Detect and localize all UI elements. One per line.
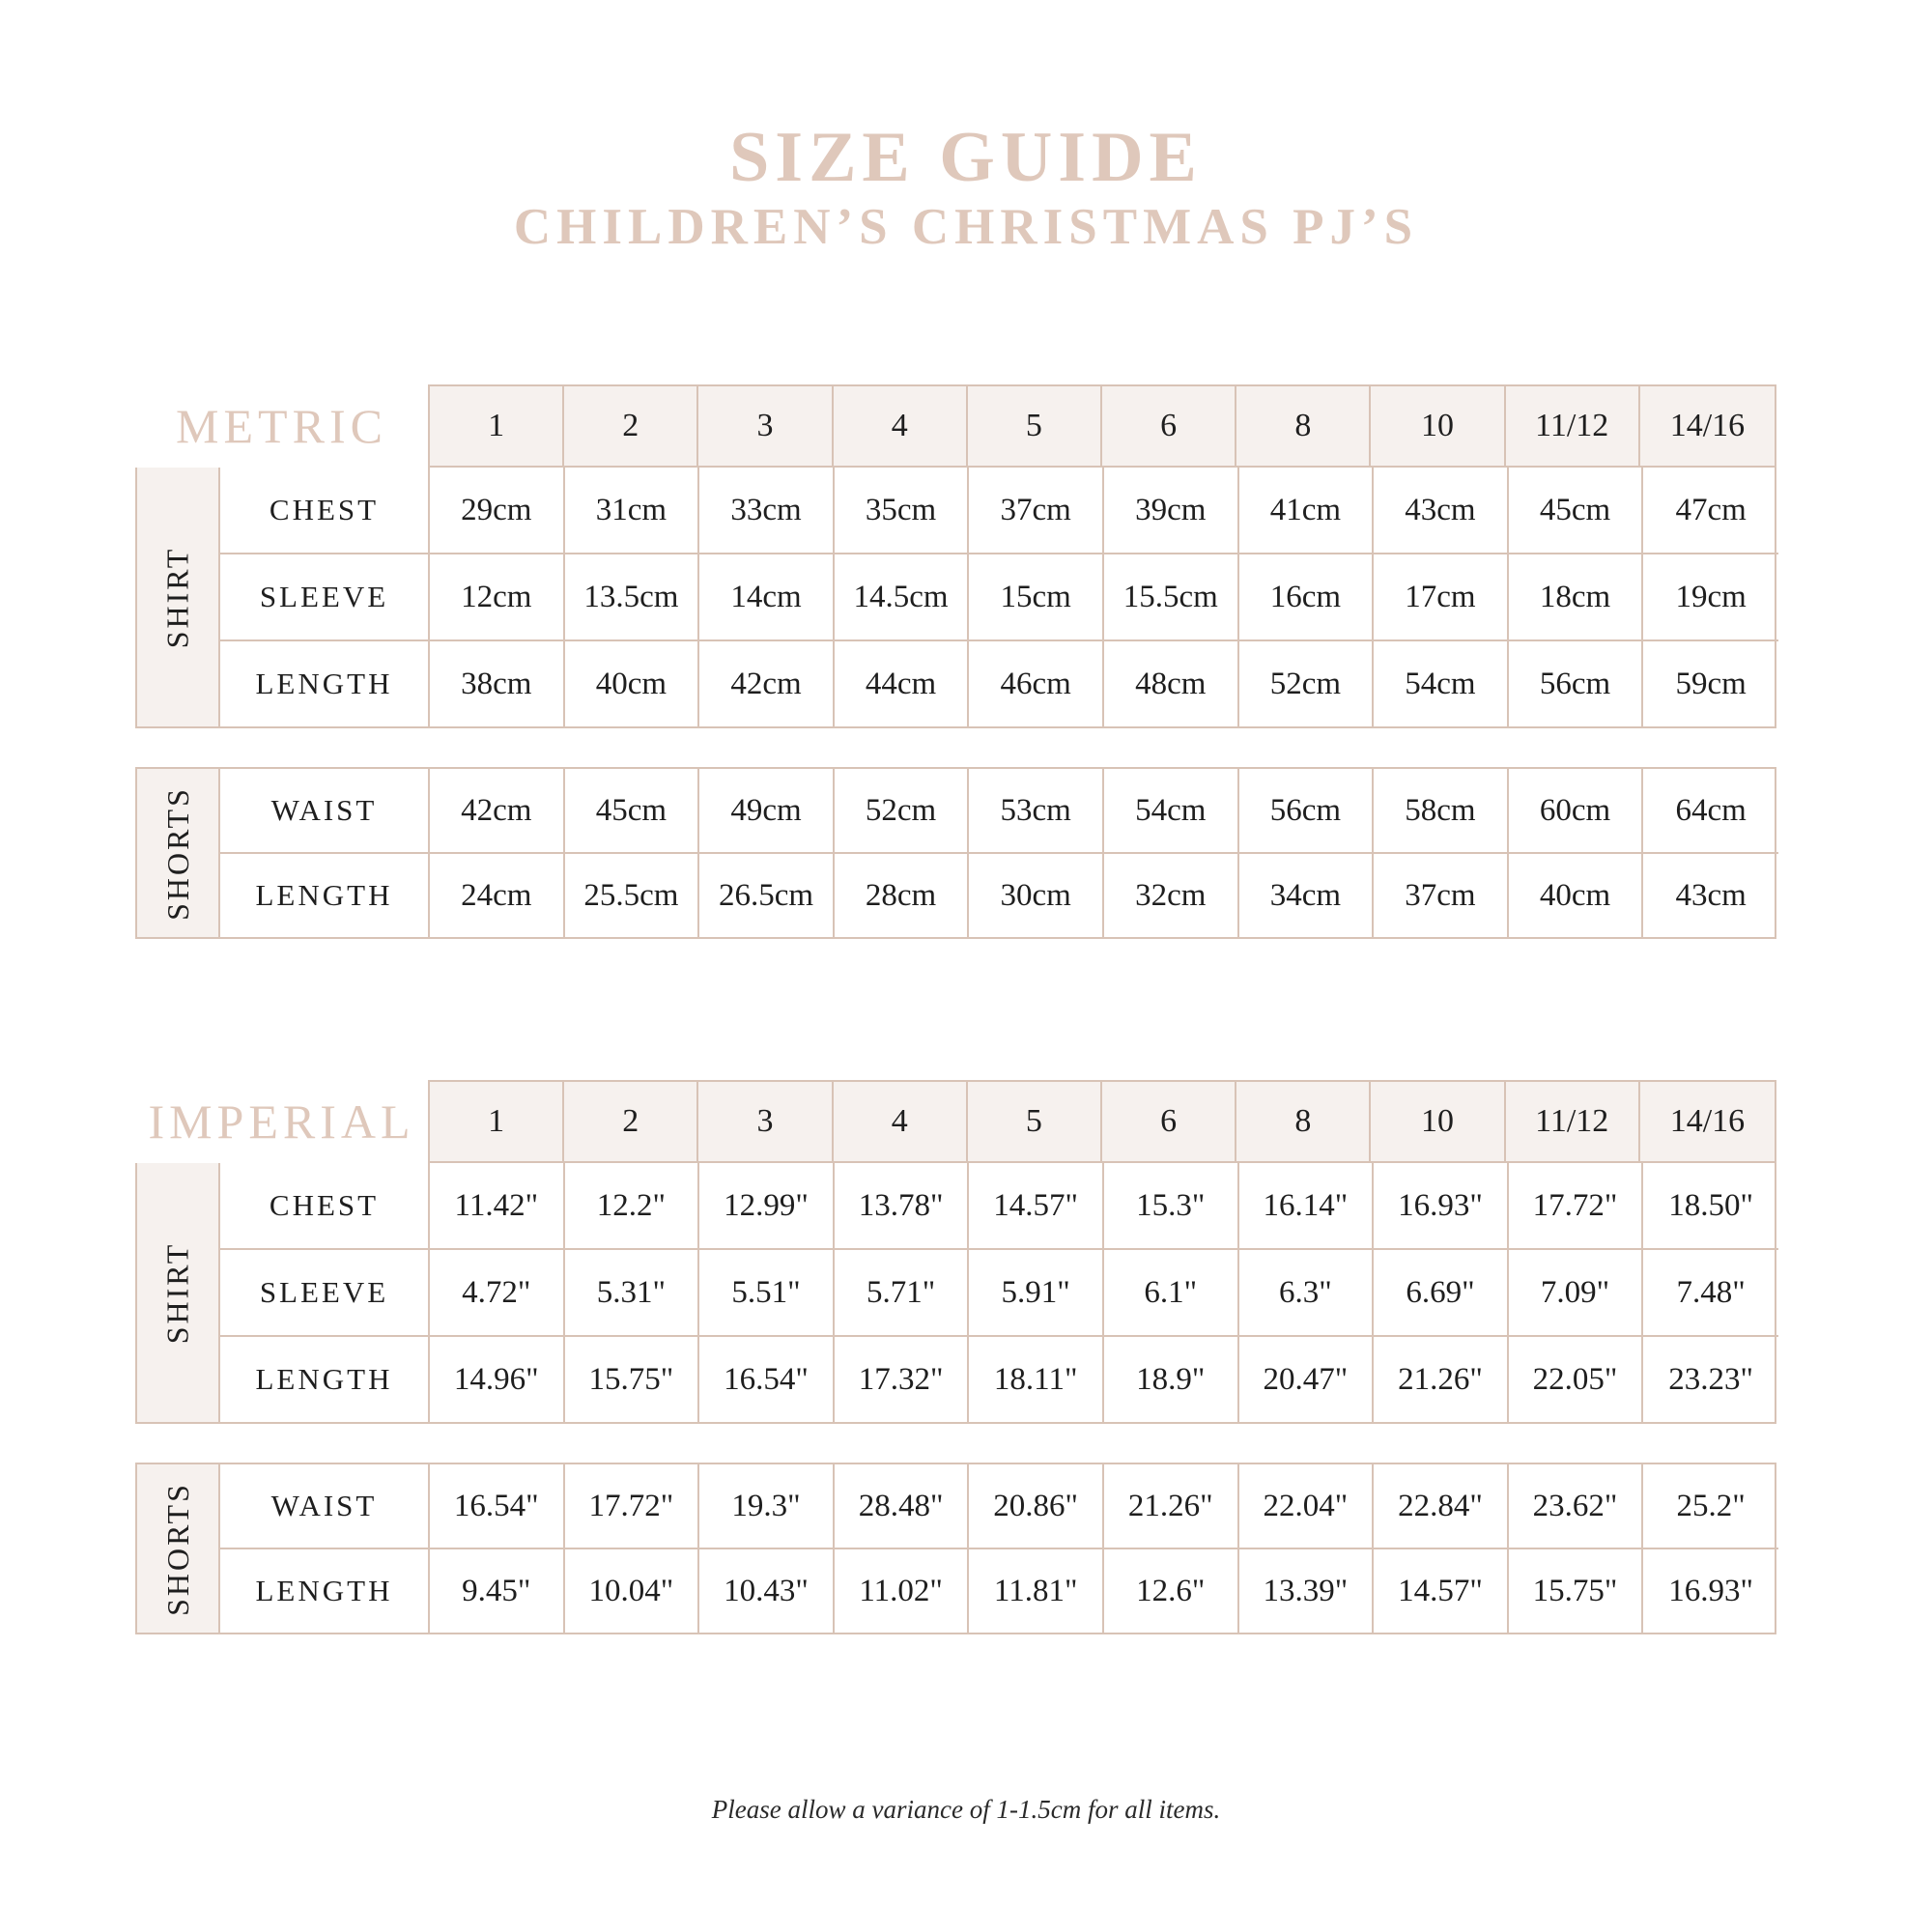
- measurement-value: 16.14": [1239, 1163, 1375, 1248]
- size-header-cell: 3: [698, 386, 833, 466]
- measurement-value: 14cm: [699, 554, 835, 639]
- size-header-cell: 14/16: [1669, 1103, 1746, 1139]
- measurement-value: 6.69": [1374, 1250, 1509, 1335]
- size-header-cell: 1: [430, 386, 564, 466]
- measurement-value: 52cm: [835, 769, 970, 852]
- measurement-value: 54cm: [1374, 641, 1509, 726]
- measurement-value: 16.93": [1374, 1163, 1509, 1248]
- imperial-shirt-category: [137, 1163, 220, 1422]
- size-header-cell: 2: [564, 1082, 698, 1161]
- measurement-value: 12.6": [1104, 1549, 1239, 1633]
- imperial-section-label: IMPERIAL: [148, 1094, 415, 1149]
- measurement-value: 13.78": [835, 1163, 970, 1248]
- variance-footnote: Please allow a variance of 1-1.5cm for all items.: [711, 1795, 1221, 1824]
- measurement-value: 16.93": [1668, 1573, 1753, 1608]
- measurement-value: 52cm: [1239, 641, 1375, 726]
- measurement-value: 43cm: [1374, 468, 1509, 553]
- measurement-value: 12.99": [699, 1163, 835, 1248]
- category-label: SHORTS: [159, 1481, 195, 1616]
- measurement-value: 6.1": [1104, 1250, 1239, 1335]
- measurement-value: 22.05": [1509, 1337, 1644, 1422]
- table-row: [220, 1337, 1778, 1422]
- measurement-value: 64cm: [1675, 792, 1747, 828]
- measurement-value: 10.43": [699, 1549, 835, 1633]
- size-header-cell: 4: [834, 386, 968, 466]
- measurement-value: 15.75": [565, 1337, 700, 1422]
- measurement-value: 16.54": [699, 1337, 835, 1422]
- measurement-value: 11.02": [835, 1549, 970, 1633]
- measurement-value: 15.5cm: [1104, 554, 1239, 639]
- measurement-value: 12.2": [565, 1163, 700, 1248]
- category-label: SHIRT: [159, 546, 195, 648]
- metric-shirt-rows: [220, 468, 1778, 726]
- measurement-value: 18.50": [1668, 1187, 1753, 1223]
- page-title: SIZE GUIDE: [729, 118, 1203, 197]
- imperial-shorts-rows: [220, 1464, 1778, 1633]
- metric-size-table: [135, 384, 1776, 939]
- metric-shirt-block: [135, 468, 1776, 728]
- measurement-label: LENGTH: [220, 1549, 430, 1633]
- measurement-value: 6.3": [1239, 1250, 1375, 1335]
- metric-section-label: METRIC: [176, 399, 387, 453]
- measurement-value: 7.09": [1509, 1250, 1644, 1335]
- measurement-value: 18.9": [1104, 1337, 1239, 1422]
- measurement-value: 26.5cm: [699, 854, 835, 937]
- measurement-value: 14.5cm: [835, 554, 970, 639]
- measurement-value: 42cm: [699, 641, 835, 726]
- measurement-value: 4.72": [430, 1250, 565, 1335]
- measurement-value: 5.91": [969, 1250, 1104, 1335]
- table-row: [220, 468, 1778, 554]
- measurement-value: 11.81": [969, 1549, 1104, 1633]
- imperial-shirt-block: [135, 1163, 1776, 1424]
- measurement-value: 14.57": [969, 1163, 1104, 1248]
- imperial-size-table: [135, 1080, 1776, 1634]
- measurement-value: 15.3": [1104, 1163, 1239, 1248]
- measurement-value: 45cm: [1509, 468, 1644, 553]
- measurement-label: CHEST: [220, 1163, 430, 1248]
- measurement-value: 15cm: [969, 554, 1104, 639]
- measurement-value: 18.11": [969, 1337, 1104, 1422]
- measurement-value: 41cm: [1239, 468, 1375, 553]
- measurement-value: 20.47": [1239, 1337, 1375, 1422]
- table-row: [220, 1250, 1778, 1337]
- measurement-label: SLEEVE: [220, 1250, 430, 1335]
- size-header-cell: 4: [834, 1082, 968, 1161]
- measurement-value: 40cm: [1509, 854, 1644, 937]
- imperial-shorts-block: [135, 1463, 1776, 1634]
- measurement-value: 5.31": [565, 1250, 700, 1335]
- imperial-shorts-category: [137, 1464, 220, 1633]
- table-row: [220, 1549, 1778, 1633]
- metric-shorts-category: [137, 769, 220, 937]
- metric-shorts-rows: [220, 769, 1778, 937]
- measurement-label: WAIST: [220, 1464, 430, 1548]
- measurement-value: 40cm: [565, 641, 700, 726]
- measurement-value: 23.62": [1509, 1464, 1644, 1548]
- table-row: [220, 1464, 1778, 1549]
- measurement-value: 14.57": [1374, 1549, 1509, 1633]
- measurement-value: 17.72": [565, 1464, 700, 1548]
- metric-header-row: [135, 384, 1776, 468]
- metric-shirt-category: [137, 468, 220, 726]
- table-row: [220, 641, 1778, 726]
- measurement-value: 32cm: [1104, 854, 1239, 937]
- measurement-value: 16.54": [430, 1464, 565, 1548]
- measurement-value: 34cm: [1239, 854, 1375, 937]
- measurement-label: SLEEVE: [220, 554, 430, 639]
- measurement-value: 53cm: [969, 769, 1104, 852]
- size-header-cell: 6: [1102, 386, 1236, 466]
- measurement-value: 22.04": [1239, 1464, 1375, 1548]
- measurement-value: 48cm: [1104, 641, 1239, 726]
- measurement-value: 59cm: [1675, 666, 1747, 701]
- measurement-value: 19.3": [699, 1464, 835, 1548]
- measurement-value: 21.26": [1104, 1464, 1239, 1548]
- measurement-value: 43cm: [1675, 877, 1747, 913]
- imperial-shirt-rows: [220, 1163, 1778, 1422]
- page-subtitle: CHILDREN’S CHRISTMAS PJ’S: [513, 199, 1419, 255]
- measurement-value: 37cm: [969, 468, 1104, 553]
- size-header-cell: 1: [430, 1082, 564, 1161]
- measurement-value: 45cm: [565, 769, 700, 852]
- measurement-value: 28cm: [835, 854, 970, 937]
- measurement-value: 17.72": [1509, 1163, 1644, 1248]
- size-header-cell: 11/12: [1506, 1082, 1640, 1161]
- table-row: [220, 1163, 1778, 1250]
- measurement-value: 13.39": [1239, 1549, 1375, 1633]
- measurement-value: 49cm: [699, 769, 835, 852]
- measurement-value: 42cm: [430, 769, 565, 852]
- measurement-value: 56cm: [1239, 769, 1375, 852]
- measurement-value: 5.71": [835, 1250, 970, 1335]
- measurement-label: LENGTH: [220, 641, 430, 726]
- measurement-value: 15.75": [1509, 1549, 1644, 1633]
- measurement-value: 19cm: [1675, 579, 1747, 614]
- measurement-value: 39cm: [1104, 468, 1239, 553]
- measurement-label: LENGTH: [220, 1337, 430, 1422]
- size-header-cell: 6: [1102, 1082, 1236, 1161]
- metric-size-header: [428, 384, 1776, 468]
- imperial-size-header: [428, 1080, 1776, 1163]
- measurement-value: 46cm: [969, 641, 1104, 726]
- measurement-value: 25.5cm: [565, 854, 700, 937]
- measurement-value: 47cm: [1675, 492, 1747, 527]
- measurement-value: 44cm: [835, 641, 970, 726]
- size-header-cell: 3: [698, 1082, 833, 1161]
- size-header-cell: 5: [968, 1082, 1102, 1161]
- table-row: [220, 769, 1778, 854]
- measurement-value: 29cm: [430, 468, 565, 553]
- measurement-value: 25.2": [1676, 1488, 1746, 1523]
- measurement-value: 30cm: [969, 854, 1104, 937]
- measurement-value: 10.04": [565, 1549, 700, 1633]
- measurement-value: 5.51": [699, 1250, 835, 1335]
- measurement-value: 22.84": [1374, 1464, 1509, 1548]
- measurement-value: 21.26": [1374, 1337, 1509, 1422]
- measurement-value: 11.42": [430, 1163, 565, 1248]
- metric-shorts-block: [135, 767, 1776, 939]
- measurement-value: 18cm: [1509, 554, 1644, 639]
- measurement-value: 33cm: [699, 468, 835, 553]
- size-header-cell: 14/16: [1669, 408, 1746, 443]
- measurement-value: 16cm: [1239, 554, 1375, 639]
- measurement-value: 60cm: [1509, 769, 1644, 852]
- measurement-value: 28.48": [835, 1464, 970, 1548]
- measurement-label: CHEST: [220, 468, 430, 553]
- measurement-value: 35cm: [835, 468, 970, 553]
- size-header-cell: 11/12: [1506, 386, 1640, 466]
- measurement-value: 12cm: [430, 554, 565, 639]
- category-label: SHIRT: [159, 1241, 195, 1344]
- imperial-header-row: [135, 1080, 1776, 1163]
- measurement-value: 23.23": [1668, 1361, 1753, 1397]
- measurement-value: 54cm: [1104, 769, 1239, 852]
- measurement-value: 56cm: [1509, 641, 1644, 726]
- measurement-value: 7.48": [1676, 1274, 1746, 1310]
- size-header-cell: 2: [564, 386, 698, 466]
- measurement-value: 20.86": [969, 1464, 1104, 1548]
- measurement-value: 38cm: [430, 641, 565, 726]
- measurement-value: 24cm: [430, 854, 565, 937]
- size-header-cell: 10: [1371, 386, 1505, 466]
- size-header-cell: 10: [1371, 1082, 1505, 1161]
- measurement-label: LENGTH: [220, 854, 430, 937]
- size-header-cell: 8: [1236, 1082, 1371, 1161]
- measurement-value: 31cm: [565, 468, 700, 553]
- size-header-cell: 8: [1236, 386, 1371, 466]
- table-row: [220, 854, 1778, 937]
- measurement-value: 14.96": [430, 1337, 565, 1422]
- table-row: [220, 554, 1778, 641]
- measurement-value: 17cm: [1374, 554, 1509, 639]
- measurement-value: 37cm: [1374, 854, 1509, 937]
- measurement-value: 9.45": [430, 1549, 565, 1633]
- size-header-cell: 5: [968, 386, 1102, 466]
- category-label: SHORTS: [159, 785, 195, 921]
- measurement-value: 17.32": [835, 1337, 970, 1422]
- measurement-label: WAIST: [220, 769, 430, 852]
- measurement-value: 13.5cm: [565, 554, 700, 639]
- measurement-value: 58cm: [1374, 769, 1509, 852]
